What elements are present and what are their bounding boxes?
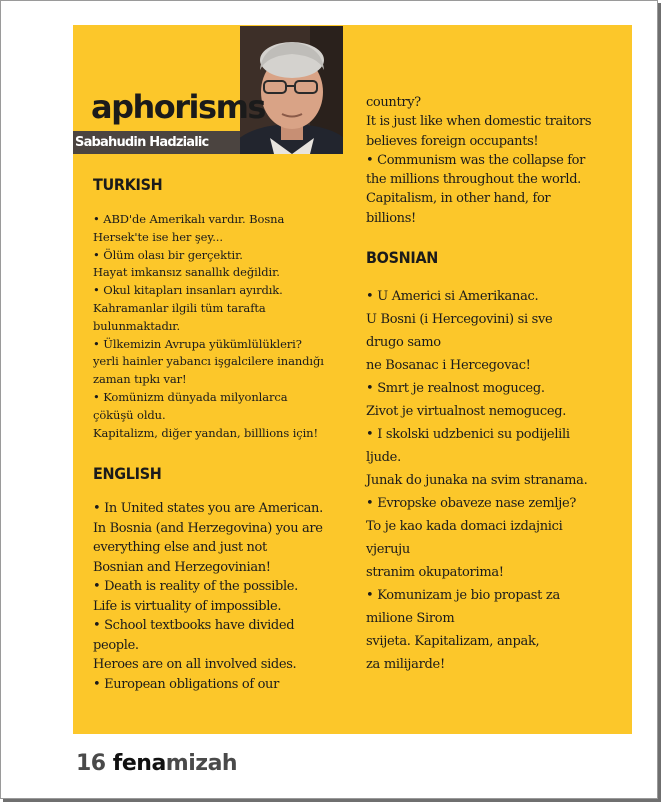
turkish-line: • Ülkemizin Avrupa yükümlülükleri? (93, 336, 302, 351)
bosnian-line: U Bosni (i Hercegovini) si sve (366, 312, 553, 328)
english-continued-line: country? (366, 95, 421, 110)
bosnian-line: • Evropske obaveze nase zemlje? (366, 496, 577, 512)
english-line: • Death is reality of the possible. (93, 579, 298, 595)
bosnian-line: • Komunizam je bio propast za (366, 588, 560, 604)
magazine-name-part2: mizah (165, 751, 238, 776)
turkish-section (93, 175, 353, 442)
magazine-name-part1: fena (112, 751, 166, 776)
bosnian-line: • U Americi si Amerikanac. (366, 289, 539, 305)
english-section (93, 464, 353, 694)
bosnian-line: milione Sirom (366, 611, 455, 627)
english-continued-line: Capitalism, in other hand, for (366, 191, 551, 207)
turkish-line: • ABD'de Amerikalı vardır. Bosna (93, 212, 285, 226)
bosnian-line: vjeruju (366, 542, 410, 558)
left-column (93, 175, 353, 694)
turkish-heading: TURKISH (93, 175, 163, 194)
english-line: • European obligations of our (93, 676, 279, 692)
right-column (366, 93, 616, 676)
english-heading: ENGLISH (93, 464, 162, 484)
english-continued-line: billions! (366, 210, 416, 226)
turkish-line: çöküşü oldu. (93, 407, 166, 422)
bosnian-line: za milijarde! (366, 657, 445, 673)
english-line: • School textbooks have divided (93, 618, 295, 634)
bosnian-line: Zivot je virtualnost nemoguceg. (366, 404, 567, 420)
english-continued-line: It is just like when domestic traitors (366, 114, 592, 130)
bosnian-line: ne Bosanac i Hercegovac! (366, 358, 531, 374)
bosnian-heading: BOSNIAN (366, 248, 439, 268)
english-continued-line: believes foreign occupants! (366, 133, 539, 149)
turkish-line: Kahramanlar ilgili tüm tarafta (93, 300, 266, 315)
bosnian-line: svijeta. Kapitalizam, anpak, (366, 634, 540, 650)
turkish-line: Kapitalizm, diğer yandan, billlions için! (93, 425, 319, 440)
english-line: everything else and just not (93, 540, 267, 556)
english-continued-line: • Communism was the collapse for (366, 152, 586, 168)
turkish-line: Hayat imkansız sanallık değildir. (93, 265, 280, 280)
turkish-line: • Okul kitapları insanları ayırdık. (93, 283, 283, 298)
english-line: people. (93, 637, 139, 653)
bosnian-line: Junak do junaka na svim stranama. (366, 473, 588, 489)
bosnian-line: To je kao kada domaci izdajnici (366, 519, 563, 535)
bosnian-line: • Smrt je realnost moguceg. (366, 381, 545, 397)
english-line: Bosnian and Herzegovinian! (93, 559, 271, 575)
bosnian-line: stranim okupatorima! (366, 565, 504, 581)
english-line: Heroes are on all involved sides. (93, 657, 297, 673)
bosnian-section (366, 248, 616, 676)
bosnian-line: ljude. (366, 450, 401, 466)
turkish-line: bulunmaktadır. (93, 318, 180, 333)
section-title: aphorisms (91, 88, 265, 126)
page-number: 16 (76, 751, 106, 776)
author-name-bar: Sabahudin Hadzialic (73, 131, 240, 154)
bosnian-line: drugo samo (366, 335, 441, 351)
turkish-line: Hersek'te ise her şey... (93, 229, 223, 244)
page-footer (76, 750, 237, 778)
english-line: Life is virtuality of impossible. (93, 598, 282, 614)
turkish-line: • Ölüm olası bir gerçektir. (93, 247, 243, 262)
english-line: • In United states you are American. (93, 501, 323, 517)
english-continued-section (366, 93, 616, 228)
turkish-line: zaman tıpkı var! (93, 372, 187, 387)
english-line: In Bosnia (and Herzegovina) you are (93, 520, 323, 536)
turkish-line: yerli hainler yabancı işgalcilere inandığı (93, 354, 324, 369)
turkish-line: • Komünizm dünyada milyonlarca (93, 389, 288, 404)
english-continued-line: the millions throughout the world. (366, 172, 581, 188)
bosnian-line: • I skolski udzbenici su podijelili (366, 427, 570, 443)
